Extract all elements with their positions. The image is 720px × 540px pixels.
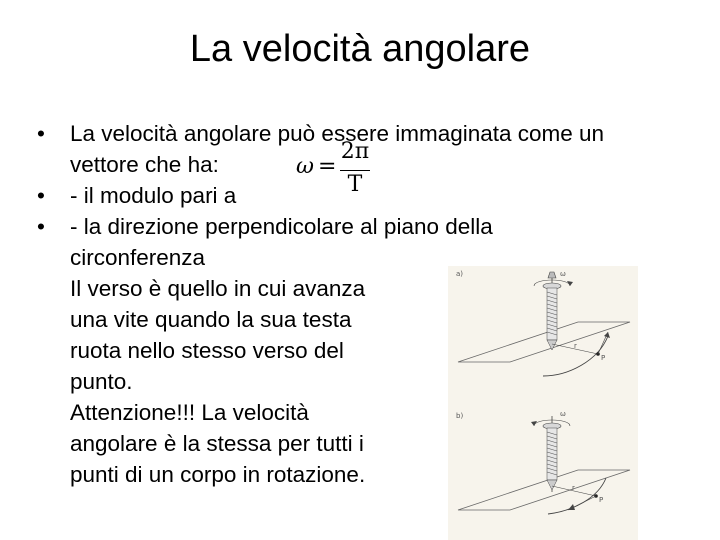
bullet-dot: • bbox=[37, 214, 45, 239]
radius-label-b: r bbox=[572, 484, 575, 492]
radius-label-a: r bbox=[574, 342, 577, 350]
bullet-3-line-4: una vite quando la sua testa bbox=[70, 307, 352, 332]
bullet-3-line-1: - la direzione perpendicolare al piano della bbox=[70, 214, 493, 239]
screw-b-icon bbox=[531, 416, 570, 492]
point-label-a: P bbox=[601, 354, 606, 362]
bullet-3-line-5: ruota nello stesso verso del bbox=[70, 338, 344, 363]
point-label-b: P bbox=[599, 496, 604, 504]
screw-rotation-figure bbox=[448, 266, 638, 540]
formula-numerator: 2π bbox=[340, 139, 370, 164]
bullet-1-line-1: La velocità angolare può essere immaginata come un bbox=[70, 121, 605, 146]
panel-a-label: a) bbox=[456, 270, 464, 278]
formula-omega: ω bbox=[296, 154, 314, 179]
bullet-3-line-6: punto. bbox=[70, 369, 133, 394]
omega-label-b: ω bbox=[560, 410, 566, 418]
bullet-dot: • bbox=[37, 121, 45, 146]
bullet-3-line-8: angolare è la stessa per tutti i bbox=[70, 431, 364, 456]
omega-label-a: ω bbox=[560, 270, 566, 278]
formula-denominator: T bbox=[347, 172, 363, 197]
bullet-3-line-7: Attenzione!!! La velocità bbox=[70, 400, 309, 425]
formula-equals: = bbox=[318, 154, 337, 179]
bullet-1-line-2: vettore che ha: bbox=[70, 152, 219, 177]
screw-rotation-illustration bbox=[448, 266, 638, 540]
bullet-2-line-1: - il modulo pari a bbox=[70, 183, 237, 208]
panel-b-label: b) bbox=[456, 412, 464, 420]
plane-b-outline bbox=[458, 470, 630, 510]
fraction-bar bbox=[340, 170, 370, 171]
screw-a-icon bbox=[534, 272, 573, 350]
bullet-3-line-2: circonferenza bbox=[70, 245, 206, 270]
bullet-3-line-3: Il verso è quello in cui avanza bbox=[70, 276, 366, 301]
bullet-3-line-9: punti di un corpo in rotazione. bbox=[70, 462, 366, 487]
slide-title: La velocità angolare bbox=[189, 28, 531, 70]
bullet-dot: • bbox=[37, 183, 45, 208]
angular-velocity-formula bbox=[296, 139, 406, 202]
